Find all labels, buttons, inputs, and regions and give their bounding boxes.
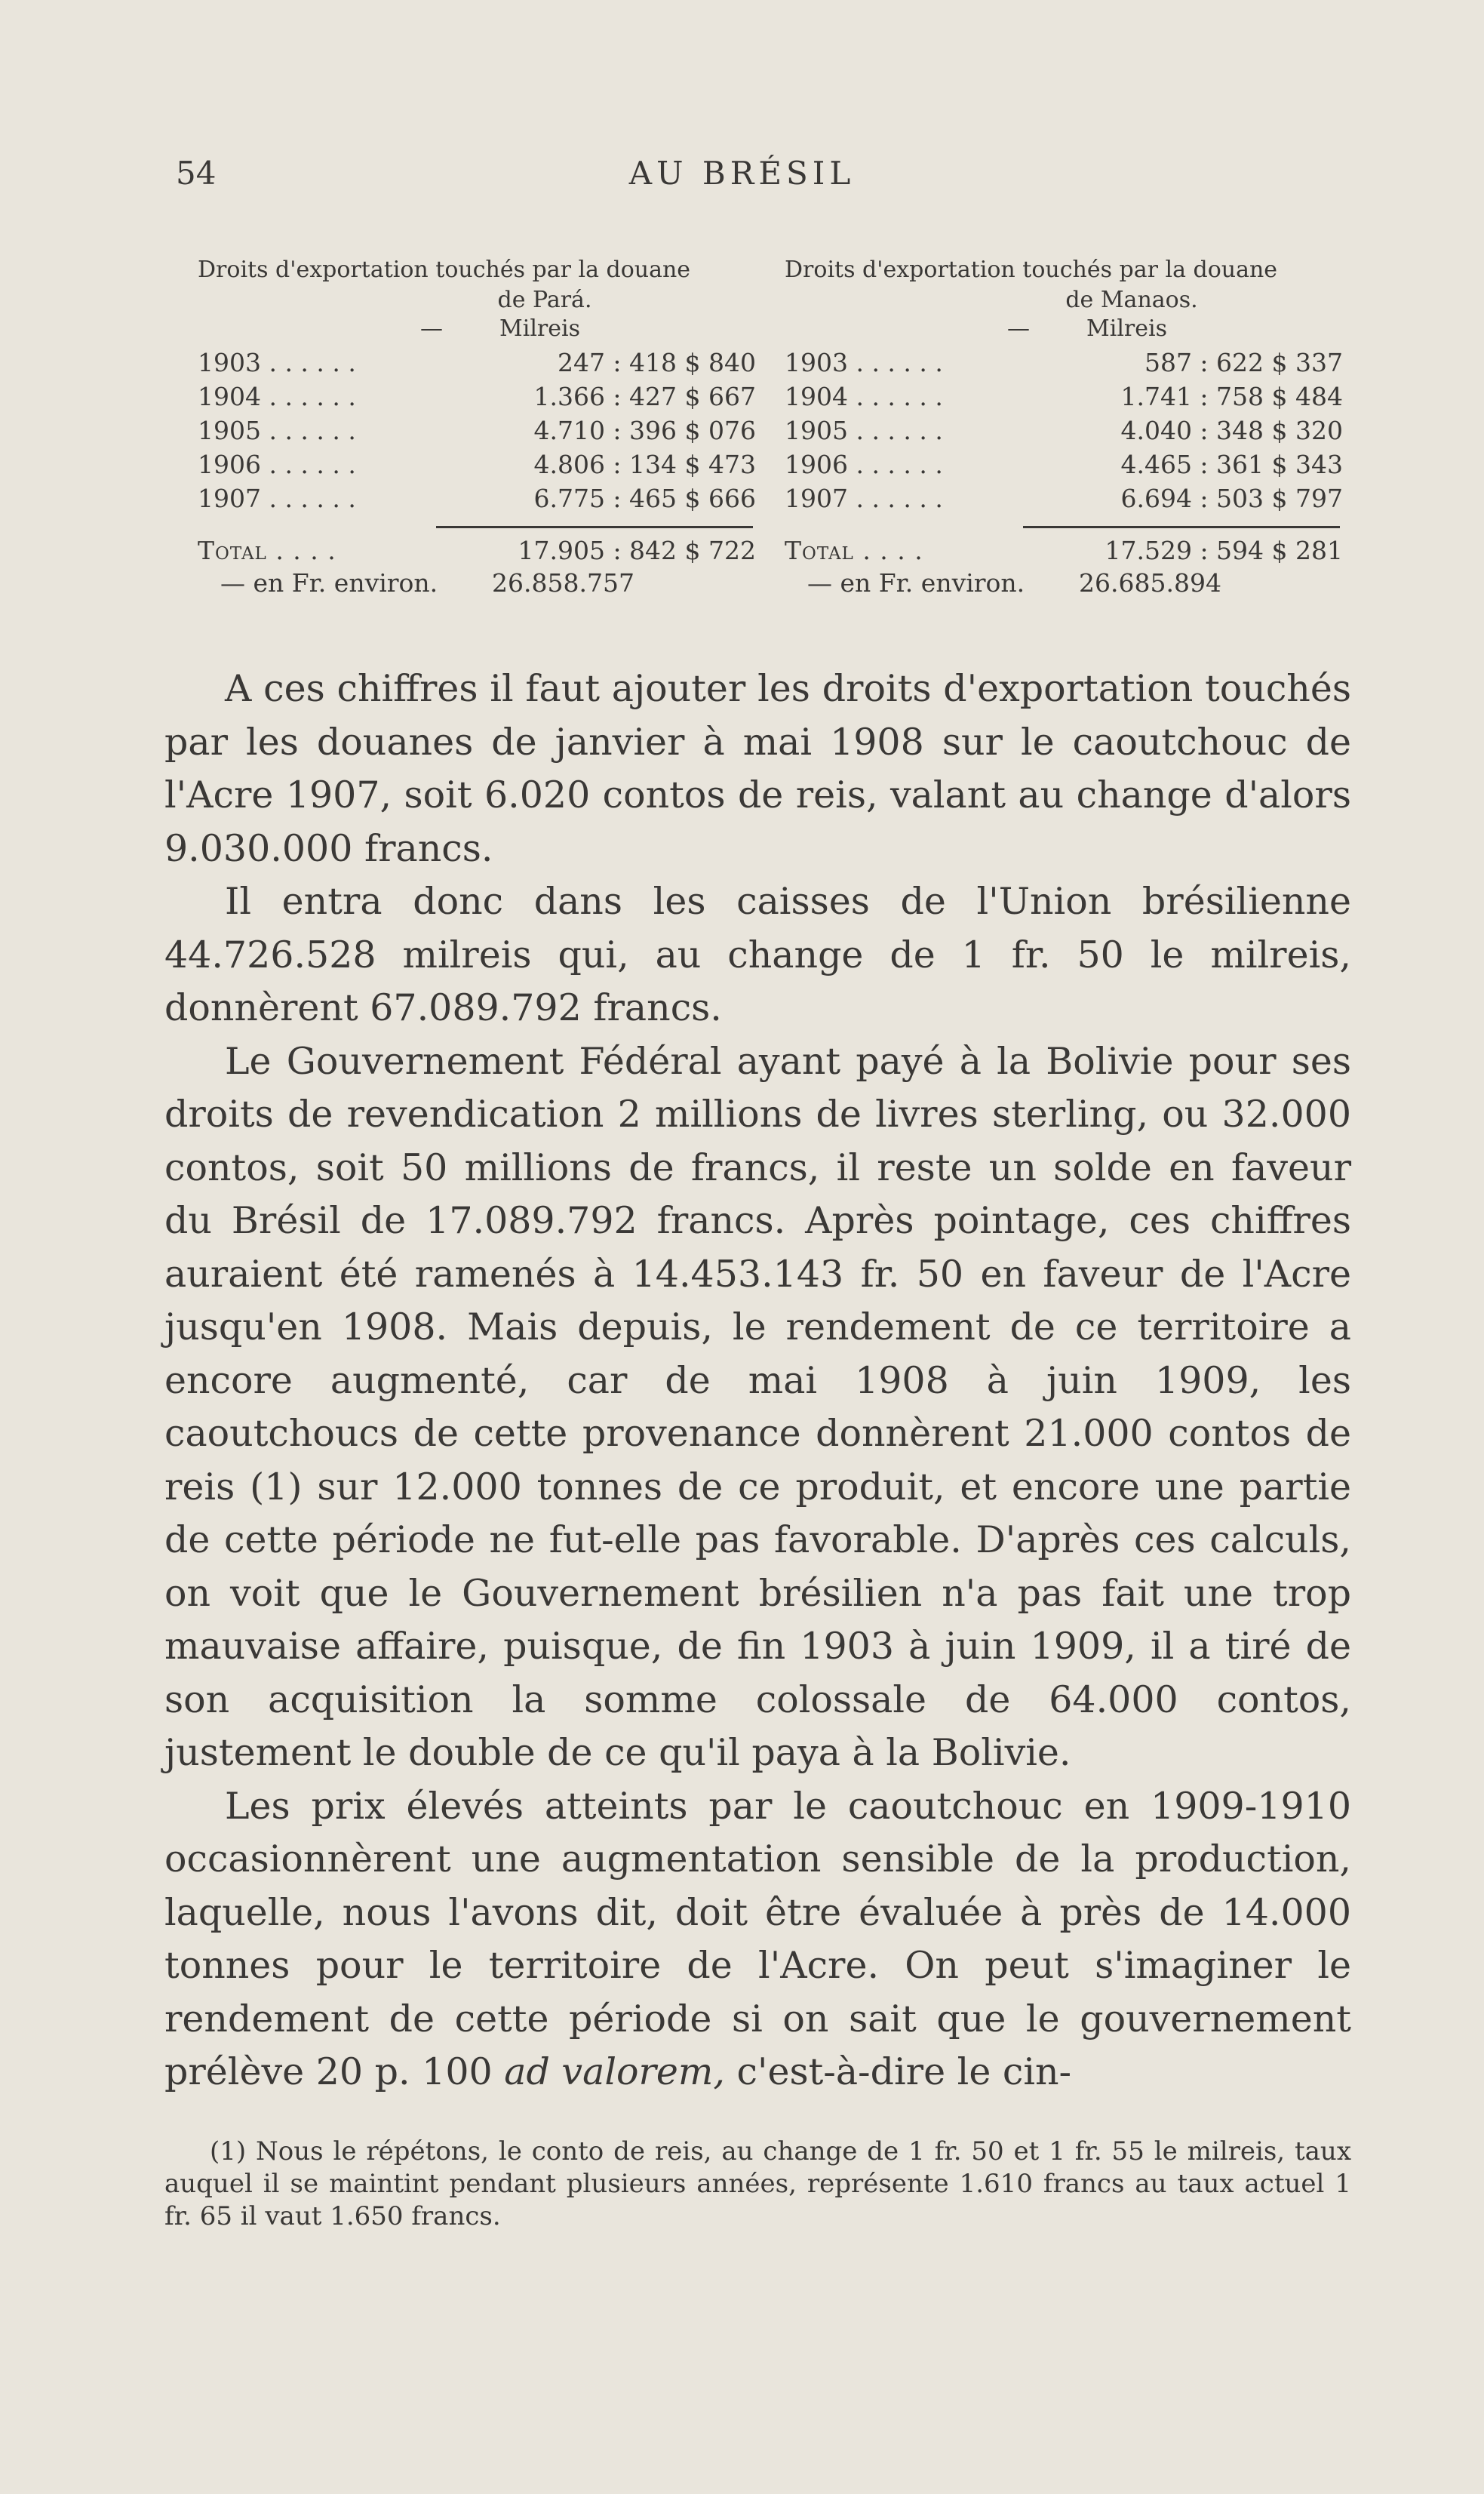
total-value: 17.905 : 842 $ 722 (518, 536, 756, 565)
caption-place: de Pará. (497, 287, 592, 313)
francs-label: — en Fr. environ. (807, 568, 1025, 598)
total-rule (1023, 526, 1340, 528)
table-row (785, 380, 1358, 414)
table-row (785, 481, 1358, 515)
row-year: 1904 . . . . . . (785, 382, 943, 411)
unit-label: Milreis (499, 315, 580, 342)
total-label: Total . . . . (198, 536, 336, 565)
table-row (785, 414, 1358, 447)
francs-label: — en Fr. environ. (220, 568, 438, 598)
latin-phrase: ad valorem, (504, 2050, 725, 2093)
unit-dash: — (1007, 315, 1030, 342)
table-row (198, 414, 771, 447)
row-year: 1904 . . . . . . (198, 382, 356, 411)
row-year: 1905 . . . . . . (198, 416, 356, 445)
row-year: 1903 . . . . . . (198, 348, 356, 377)
paragraph-4 (164, 1780, 1351, 2099)
row-year: 1906 . . . . . . (198, 450, 356, 479)
total-row (785, 534, 1358, 567)
page-number: 54 (176, 155, 217, 192)
table-row (198, 380, 771, 414)
row-year: 1906 . . . . . . (785, 450, 943, 479)
para-export-table (198, 255, 771, 599)
row-value: 6.694 : 503 $ 797 (1120, 484, 1343, 513)
paragraph-1: A ces chiffres il faut ajouter les droits d'exportation touchés par les douanes de janvier à mai 1908 sur le caoutchouc de l'Acre 1907, soit 6.020 contos de reis, valant au change d'alors 9.030.000 francs. (164, 667, 1351, 870)
table-row (198, 346, 771, 380)
paragraph-2: Il entra donc dans les caisses de l'Union brésilienne 44.726.528 milreis qui, au change de 1 fr. 50 le milreis, donnèrent 67.089.792 francs. (164, 880, 1351, 1029)
paragraph-4-start: Les prix élevés atteints par le caoutchouc en 1909-1910 occasionnèrent une augmentation sensible de la production, laquelle, nous l'avons dit, doit être évaluée à près de 14.000 tonnes pour le territoire de l'Acre. On peut s'imaginer le rendement de cette période si on sait que le gouvernement prélève 20 p. 100 (164, 1784, 1351, 2093)
row-value: 1.366 : 427 $ 667 (533, 382, 756, 411)
table-row (785, 346, 1358, 380)
footnote-text: (1) Nous le répétons, le conto de reis, au change de 1 fr. 50 et 1 fr. 55 le milreis, taux auquel il se maintint pendant plusieurs années, représente 1.610 francs au taux actuel 1 fr. 65 il vaut 1.650 francs. (164, 2136, 1351, 2231)
francs-row (198, 567, 771, 599)
caption-place: de Manaos. (1065, 287, 1198, 313)
table-caption (785, 255, 1358, 315)
table-caption (198, 255, 771, 315)
unit-label: Milreis (1086, 315, 1167, 342)
running-title: AU BRÉSIL (628, 155, 856, 192)
row-year: 1905 . . . . . . (785, 416, 943, 445)
row-year: 1903 . . . . . . (785, 348, 943, 377)
table-row (198, 447, 771, 481)
row-value: 247 : 418 $ 840 (557, 348, 756, 377)
row-value: 587 : 622 $ 337 (1144, 348, 1343, 377)
unit-row (198, 315, 771, 343)
table-row (198, 481, 771, 515)
row-year: 1907 . . . . . . (198, 484, 356, 513)
manaos-export-table (785, 255, 1358, 599)
total-value: 17.529 : 594 $ 281 (1105, 536, 1343, 565)
table-row (785, 447, 1358, 481)
body-text (164, 663, 1351, 2099)
caption-line: Droits d'exportation touchés par la douane (198, 257, 691, 283)
paragraph-3: Le Gouvernement Fédéral ayant payé à la Bolivie pour ses droits de revendication 2 millions de livres sterling, ou 32.000 contos, soit 50 millions de francs, il reste un solde en faveur du Brésil de 17.089.792 francs. Après pointage, ces chiffres auraient été ramenés à 14.453.143 fr. 50 en faveur de l'Acre jusqu'en 1908. Mais depuis, le rendement de ce territoire a encore augmenté, car de mai 1908 à juin 1909, les caoutchoucs de cette provenance donnèrent 21.000 contos de reis (1) sur 12.000 tonnes de ce produit, et encore une partie de cette période ne fut-elle pas favorable. D'après ces calculs, on voit que le Gouvernement brésilien n'a pas fait une trop mauvaise affaire, puisque, de fin 1903 à juin 1909, il a tiré de son acquisition la somme colossale de 64.000 contos, justement le double de ce qu'il paya à la Bolivie. (164, 1039, 1351, 1774)
row-year: 1907 . . . . . . (785, 484, 943, 513)
footnote (164, 2136, 1351, 2233)
row-value: 4.040 : 348 $ 320 (1120, 416, 1343, 445)
francs-row (785, 567, 1358, 599)
row-value: 4.465 : 361 $ 343 (1120, 450, 1343, 479)
francs-value: 26.858.757 (492, 568, 634, 598)
row-value: 1.741 : 758 $ 484 (1120, 382, 1343, 411)
total-rule (436, 526, 753, 528)
caption-line: Droits d'exportation touchés par la douane (785, 257, 1278, 283)
total-label: Total . . . . (785, 536, 923, 565)
paragraph-4-end: c'est-à-dire le cin- (736, 2050, 1072, 2093)
row-value: 4.806 : 134 $ 473 (533, 450, 756, 479)
unit-dash: — (420, 315, 443, 342)
row-value: 4.710 : 396 $ 076 (533, 416, 756, 445)
francs-value: 26.685.894 (1079, 568, 1221, 598)
unit-row (785, 315, 1358, 343)
total-row (198, 534, 771, 567)
row-value: 6.775 : 465 $ 666 (533, 484, 756, 513)
